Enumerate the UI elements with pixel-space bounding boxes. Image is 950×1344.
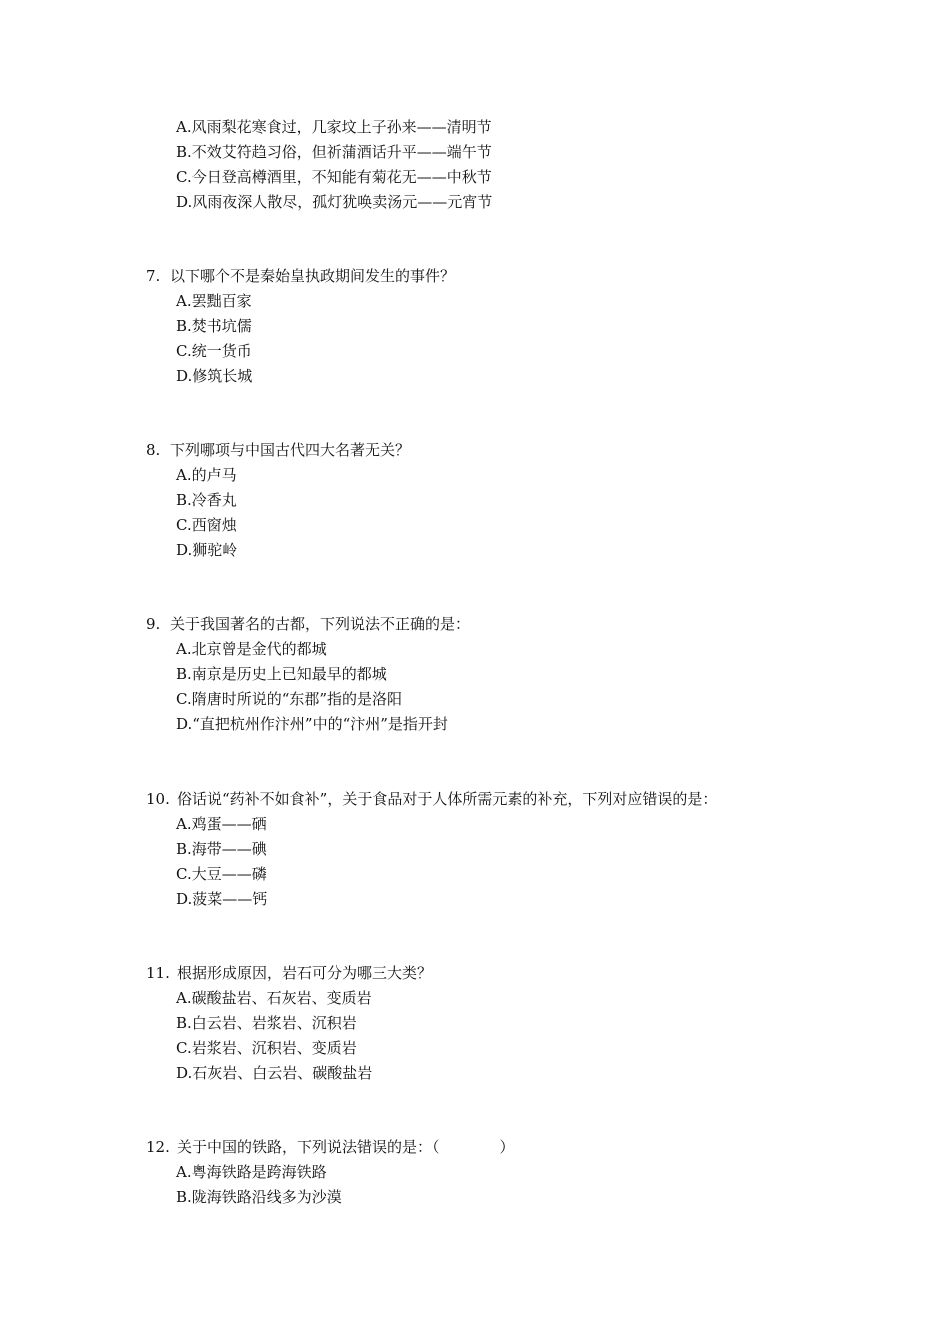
option-b: B.南京是历史上已知最早的都城 [176, 665, 387, 683]
option-c: C.今日登高樽酒里，不知能有菊花无——中秋节 [176, 168, 492, 186]
question-text: 俗话说“药补不如食补”，关于食品对于人体所需元素的补充，下列对应错误的是： [177, 790, 718, 808]
option-c: C.隋唐时所说的“东郡”指的是洛阳 [176, 690, 403, 708]
option-a: A.北京曾是金代的都城 [176, 640, 327, 658]
question-text: 以下哪个不是秦始皇执政期间发生的事件？ [170, 267, 456, 285]
question-text: 根据形成原因，岩石可分为哪三大类？ [177, 964, 433, 982]
question-8 [0, 438, 950, 563]
option-c: C.大豆——磷 [176, 865, 267, 883]
question-number: 12. [146, 1138, 170, 1156]
option-a: A.罢黜百家 [176, 292, 252, 310]
option-b: B.焚书坑儒 [176, 317, 252, 335]
question-text: 关于中国的铁路，下列说法错误的是：（ ） [177, 1138, 515, 1156]
option-b: B.不效艾符趋习俗，但祈蒲酒话升平——端午节 [176, 143, 492, 161]
option-b: B.冷香丸 [176, 491, 237, 509]
option-a: A.风雨梨花寒食过，几家坟上子孙来——清明节 [176, 118, 492, 136]
question-9 [0, 612, 950, 737]
option-a: A.鸡蛋——硒 [176, 815, 267, 833]
question-stem [0, 264, 950, 289]
question-number: 8. [146, 441, 161, 459]
question-12 [0, 1135, 950, 1210]
question-number: 7. [146, 267, 161, 285]
question-6-options [0, 115, 950, 215]
question-11 [0, 961, 950, 1086]
option-b: B.白云岩、岩浆岩、沉积岩 [176, 1014, 357, 1032]
option-b: B.陇海铁路沿线多为沙漠 [176, 1188, 342, 1206]
option-d: D.“直把杭州作汴州”中的“汴州”是指开封 [176, 715, 448, 733]
option-d: D.菠菜——钙 [176, 890, 268, 908]
question-stem [0, 787, 950, 812]
question-stem [0, 961, 950, 986]
question-number: 11. [146, 964, 170, 982]
question-number: 9. [146, 615, 161, 633]
option-a: A.碳酸盐岩、石灰岩、变质岩 [176, 989, 372, 1007]
question-text: 关于我国著名的古都，下列说法不正确的是： [170, 615, 471, 633]
question-text: 下列哪项与中国古代四大名著无关？ [170, 441, 411, 459]
option-a: A.的卢马 [176, 466, 237, 484]
option-d: D.狮驼岭 [176, 541, 238, 559]
question-number: 10. [146, 790, 170, 808]
option-d: D.石灰岩、白云岩、碳酸盐岩 [176, 1064, 373, 1082]
option-d: D.修筑长城 [176, 367, 253, 385]
option-c: C.岩浆岩、沉积岩、变质岩 [176, 1039, 357, 1057]
option-c: C.西窗烛 [176, 516, 237, 534]
question-stem [0, 1135, 950, 1160]
question-stem [0, 438, 950, 463]
question-7 [0, 264, 950, 389]
question-stem [0, 612, 950, 637]
option-d: D.风雨夜深人散尽，孤灯犹唤卖汤元——元宵节 [176, 193, 493, 211]
option-a: A.粤海铁路是跨海铁路 [176, 1163, 327, 1181]
option-b: B.海带——碘 [176, 840, 267, 858]
question-10 [0, 787, 950, 912]
option-c: C.统一货币 [176, 342, 252, 360]
